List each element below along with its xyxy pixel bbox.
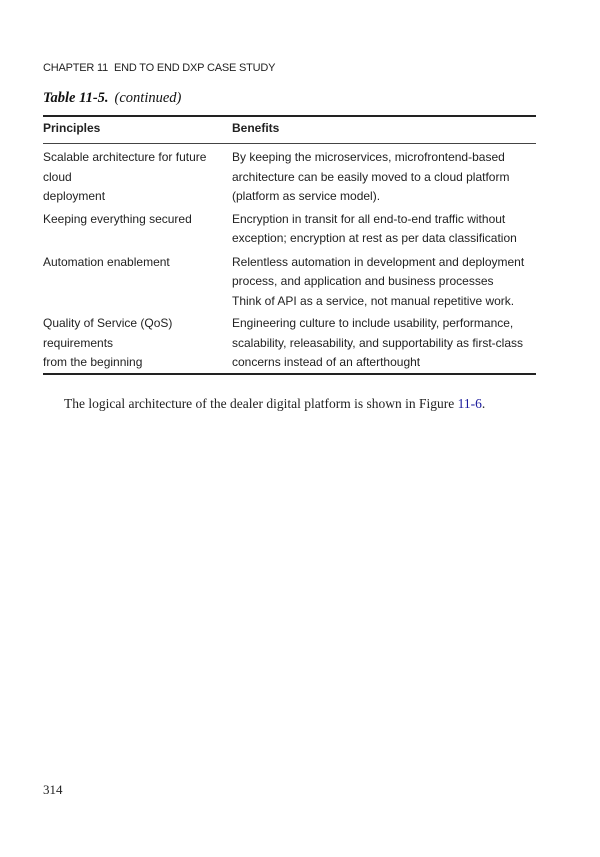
- table-caption: [43, 90, 181, 107]
- figure-link[interactable]: 11-6: [457, 396, 482, 411]
- cell-line: concerns instead of an afterthought: [232, 355, 421, 369]
- cell-line: Scalable architecture for future cloud: [43, 150, 207, 184]
- principles-benefits-table: [43, 115, 536, 373]
- benefit-cell: [232, 249, 536, 312]
- table-bottom-rule: [43, 373, 536, 375]
- column-header-principles: Principles: [43, 121, 101, 136]
- cell-line: deployment: [43, 189, 106, 203]
- table-continued-note: (continued): [114, 90, 182, 106]
- cell-line: scalability, releasability, and supportability as first-class: [232, 335, 524, 350]
- paragraph-text-end: .: [481, 396, 486, 411]
- cell-line: Automation enablement: [43, 254, 170, 269]
- page-number: 314: [43, 782, 63, 797]
- cell-line: (platform as service model).: [232, 189, 381, 203]
- principle-cell: [43, 249, 232, 312]
- cell-line: Keeping everything secured: [43, 211, 192, 226]
- table-row: [43, 207, 536, 249]
- principle-cell: [43, 311, 232, 373]
- table-row: [43, 143, 536, 207]
- body-paragraph: [64, 396, 544, 412]
- chapter-number: CHAPTER 11: [43, 62, 109, 74]
- table-row: [43, 249, 536, 312]
- cell-line: exception; encryption at rest as per data classification: [232, 231, 517, 245]
- running-header: [43, 62, 275, 74]
- principle-cell: [43, 207, 232, 249]
- table-header-row: [43, 115, 536, 143]
- cell-line: Engineering culture to include usability, performance,: [232, 316, 514, 330]
- principle-cell: [43, 143, 232, 207]
- cell-line: Encryption in transit for all end-to-end traffic without: [232, 211, 506, 226]
- cell-line: By keeping the microservices, microfrontend-based: [232, 150, 505, 164]
- benefit-cell: [232, 143, 536, 207]
- column-header-benefits: Benefits: [232, 121, 280, 136]
- benefit-cell: [232, 311, 536, 373]
- table-row: [43, 311, 536, 373]
- cell-line: Quality of Service (QoS) requirements: [43, 316, 173, 350]
- benefit-cell: [232, 207, 536, 249]
- cell-line: from the beginning: [43, 355, 143, 369]
- paragraph-text: The logical architecture of the dealer digital platform is shown in Figure: [64, 396, 458, 411]
- cell-line: Think of API as a service, not manual repetitive work.: [232, 293, 515, 308]
- table-label: Table 11-5.: [43, 90, 109, 106]
- chapter-title: END TO END DXP CASE STUDY: [114, 62, 276, 74]
- cell-line: process, and application and business processes: [232, 274, 494, 288]
- cell-line: architecture can be easily moved to a cloud platform: [232, 169, 510, 184]
- cell-line: Relentless automation in development and deployment: [232, 254, 525, 269]
